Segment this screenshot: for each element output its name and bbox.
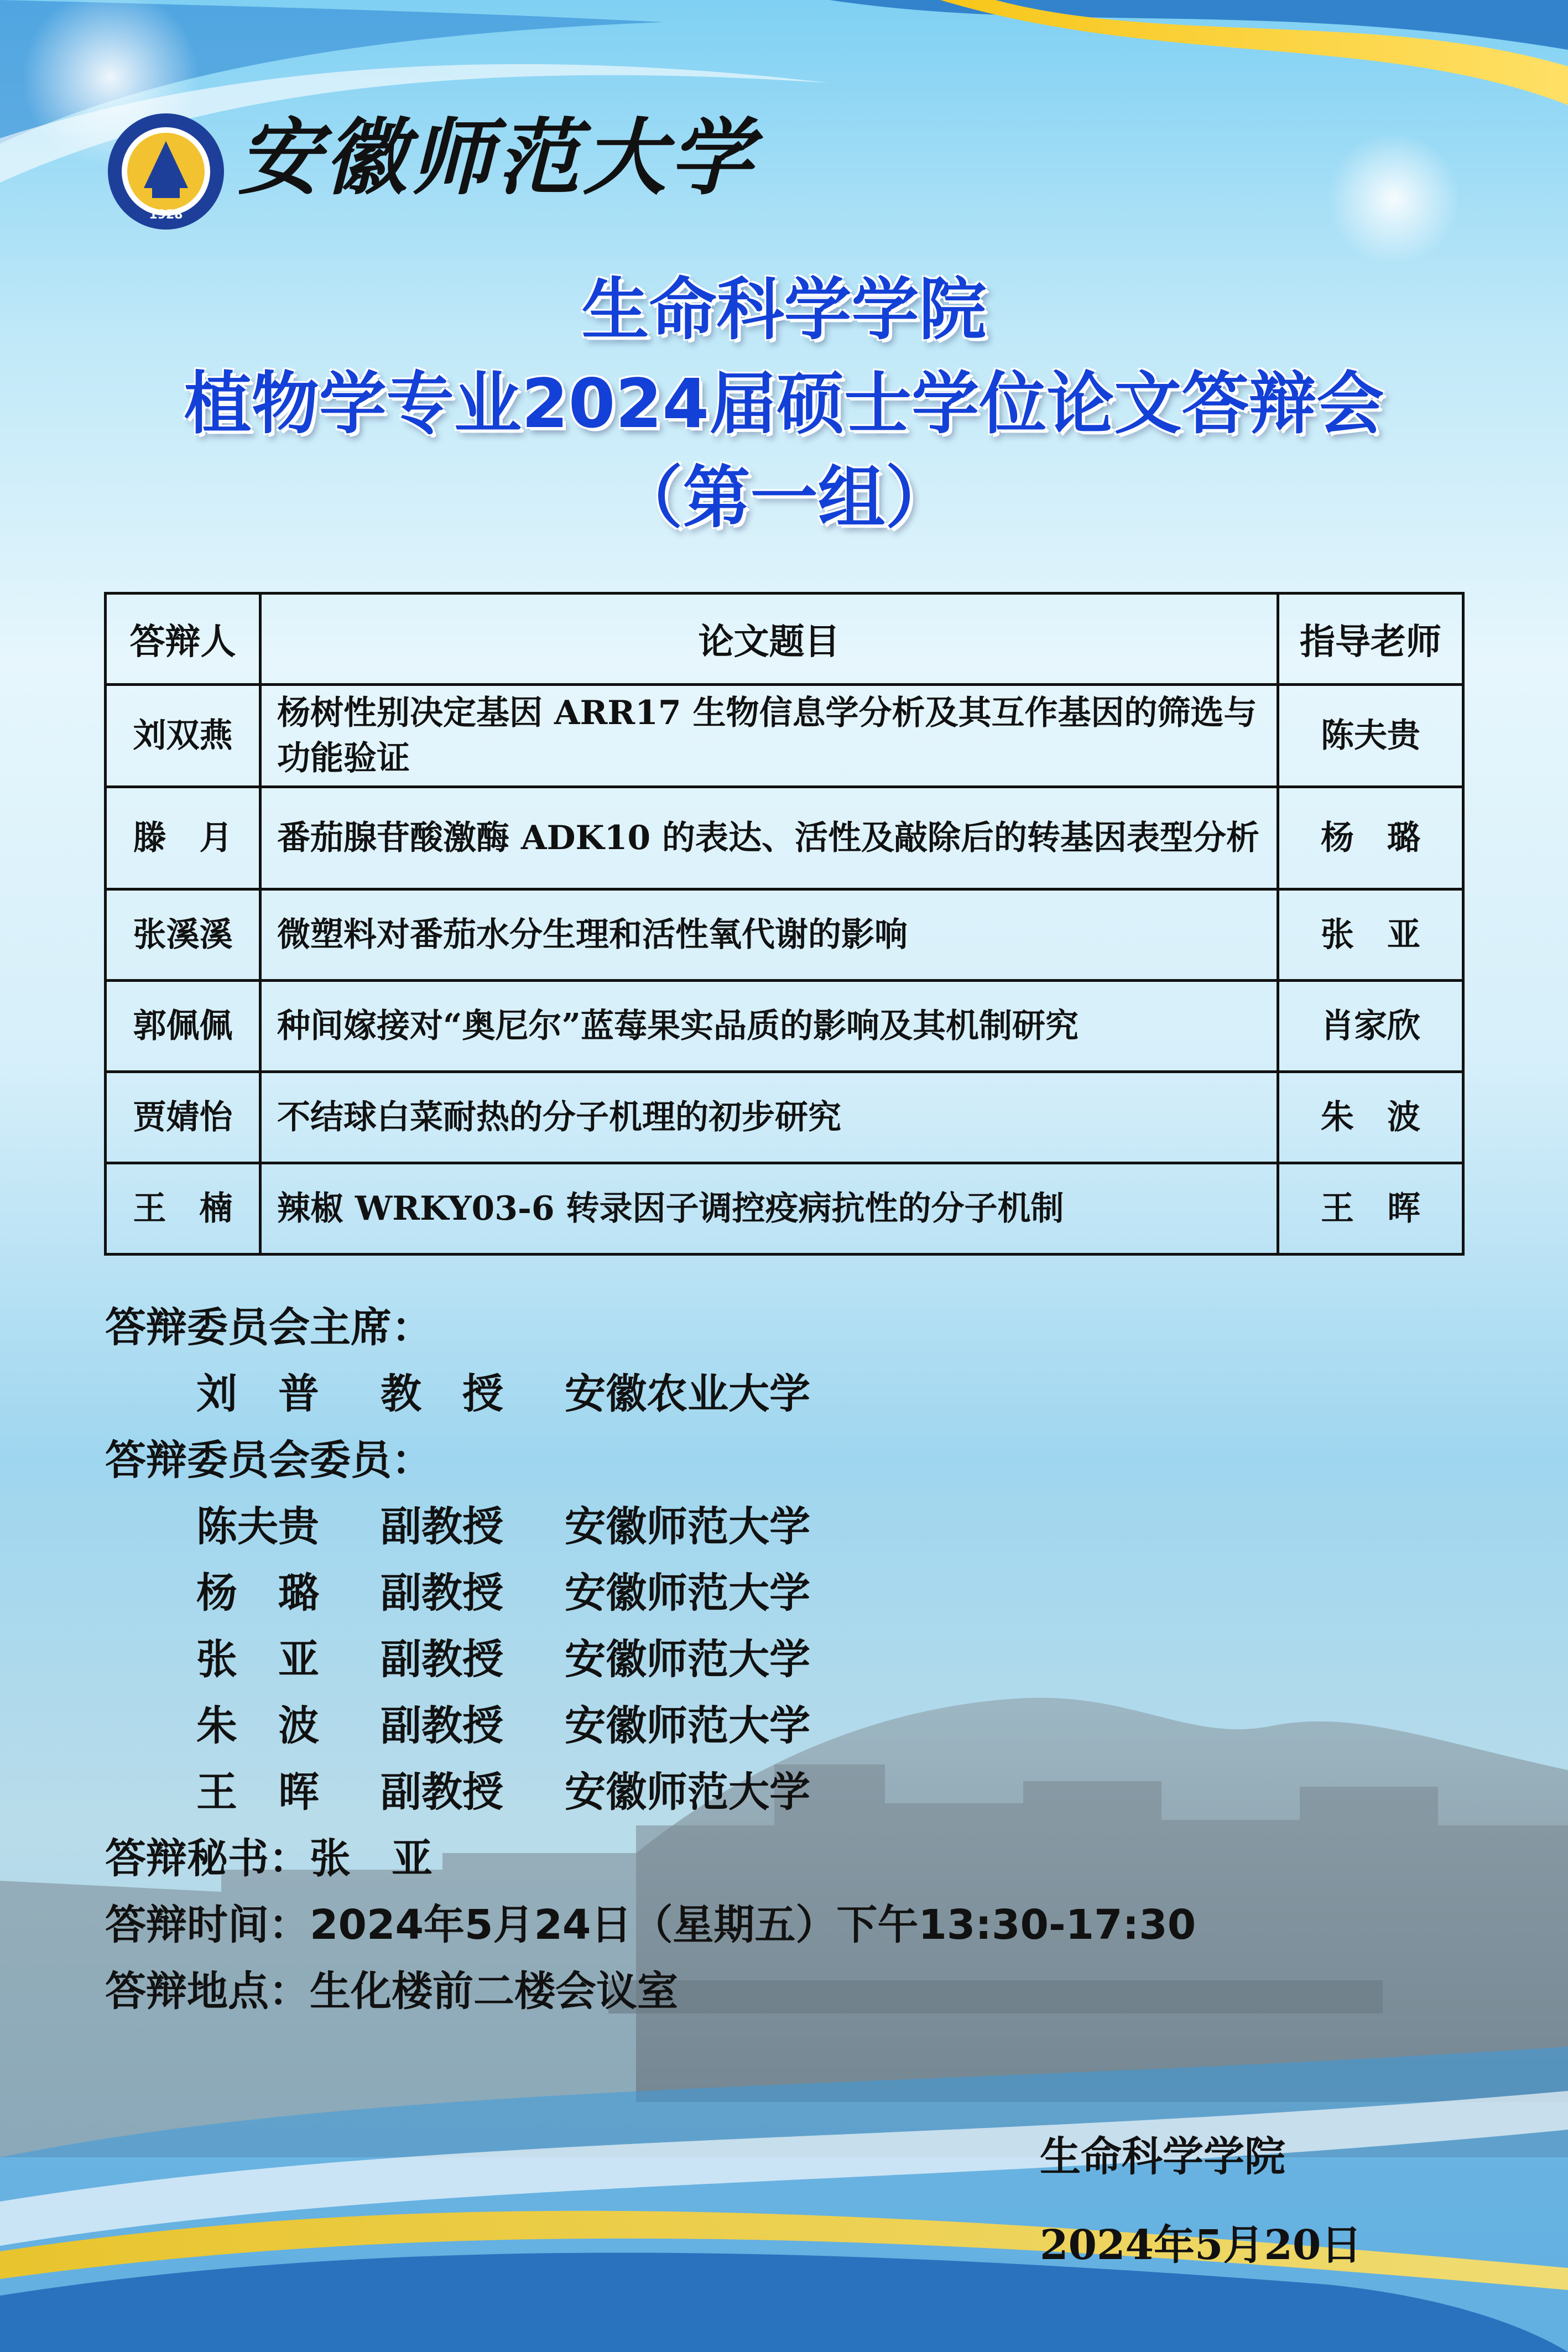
column-header-topic: 论文题目 <box>261 594 1278 685</box>
member-name: 杨 璐 <box>196 1569 319 1617</box>
member-entry <box>105 1693 1377 1759</box>
thesis-topic: 种间嫁接对“奥尼尔”蓝莓果实品质的影响及其机制研究 <box>261 981 1278 1072</box>
members-label: 答辩委员会委员： <box>105 1437 433 1484</box>
member-title: 副教授 <box>381 1702 503 1750</box>
location-label: 答辩地点： <box>105 1968 310 2015</box>
university-wordmark: 安徽师范大学 <box>238 109 756 206</box>
advisor-name: 张 亚 <box>1278 889 1463 981</box>
advisor-name: 朱 波 <box>1278 1072 1463 1163</box>
time-line <box>105 1892 1377 1958</box>
student-name: 王 楠 <box>106 1163 261 1255</box>
thesis-topic: 杨树性别决定基因 ARR17 生物信息学分析及其互作基因的筛选与功能验证 <box>261 685 1278 787</box>
member-entry <box>105 1626 1377 1693</box>
student-name: 刘双燕 <box>106 685 261 787</box>
column-header-advisor: 指导老师 <box>1278 594 1463 685</box>
student-name: 贾婧怡 <box>106 1072 261 1163</box>
time-label: 答辩时间： <box>105 1901 310 1949</box>
student-name: 郭佩佩 <box>106 981 261 1072</box>
chair-org: 安徽农业大学 <box>565 1370 810 1418</box>
student-name: 滕 月 <box>106 787 261 889</box>
member-title: 副教授 <box>381 1569 503 1617</box>
member-entry <box>105 1494 1377 1560</box>
table-row <box>106 1163 1463 1255</box>
table-row <box>106 685 1463 787</box>
member-org: 安徽师范大学 <box>565 1636 810 1683</box>
issue-date: 2024年5月20日 <box>1040 2221 1362 2269</box>
member-name: 王 晖 <box>196 1768 319 1816</box>
secretary-line <box>105 1825 1377 1892</box>
advisor-name: 肖家欣 <box>1278 981 1463 1072</box>
chair-title: 教 授 <box>381 1370 503 1418</box>
member-title: 副教授 <box>381 1636 503 1683</box>
column-header-student: 答辩人 <box>106 594 261 685</box>
student-name: 张溪溪 <box>106 889 261 981</box>
page-title-group: （第一组） <box>615 459 953 537</box>
location-line <box>105 1958 1377 2025</box>
thesis-topic: 番茄腺苷酸激酶 ADK10 的表达、活性及敲除后的转基因表型分析 <box>261 787 1278 889</box>
page-title-event: 植物学专业2024届硕士学位论文答辩会 <box>184 365 1384 443</box>
table-row <box>106 981 1463 1072</box>
defense-schedule-table <box>104 592 1465 1256</box>
member-title: 副教授 <box>381 1503 503 1550</box>
member-entry <box>105 1560 1377 1626</box>
logo-year: 1928 <box>149 208 183 222</box>
issuer-org: 生命科学学院 <box>1040 2133 1285 2181</box>
logo-emblem-icon <box>105 111 227 232</box>
secretary-name: 张 亚 <box>310 1835 433 1882</box>
member-org: 安徽师范大学 <box>565 1702 810 1750</box>
defense-time: 2024年5月24日（星期五）下午13:30-17:30 <box>310 1901 1196 1949</box>
chair-name: 刘 普 <box>196 1370 319 1418</box>
member-entry <box>105 1759 1377 1825</box>
committee-section <box>105 1294 1377 2025</box>
member-org: 安徽师范大学 <box>565 1503 810 1550</box>
advisor-name: 杨 璐 <box>1278 787 1463 889</box>
table-row <box>106 787 1463 889</box>
member-org: 安徽师范大学 <box>565 1569 810 1617</box>
university-logo <box>105 111 227 232</box>
table-header-row <box>106 594 1463 685</box>
thesis-topic: 不结球白菜耐热的分子机理的初步研究 <box>261 1072 1278 1163</box>
member-title: 副教授 <box>381 1768 503 1816</box>
page-title-college: 生命科学学院 <box>581 270 987 349</box>
table-row <box>106 1072 1463 1163</box>
thesis-topic: 微塑料对番茄水分生理和活性氧代谢的影响 <box>261 889 1278 981</box>
advisor-name: 陈夫贵 <box>1278 685 1463 787</box>
thesis-topic: 辣椒 WRKY03-6 转录因子调控疫病抗性的分子机制 <box>261 1163 1278 1255</box>
member-name: 陈夫贵 <box>196 1503 319 1550</box>
member-org: 安徽师范大学 <box>565 1768 810 1816</box>
chair-entry <box>105 1361 1377 1427</box>
defense-location: 生化楼前二楼会议室 <box>310 1968 678 2015</box>
secretary-label: 答辩秘书： <box>105 1835 310 1882</box>
chair-label: 答辩委员会主席： <box>105 1304 433 1351</box>
advisor-name: 王 晖 <box>1278 1163 1463 1255</box>
member-name: 张 亚 <box>196 1636 319 1683</box>
member-name: 朱 波 <box>196 1702 319 1750</box>
table-row <box>106 889 1463 981</box>
